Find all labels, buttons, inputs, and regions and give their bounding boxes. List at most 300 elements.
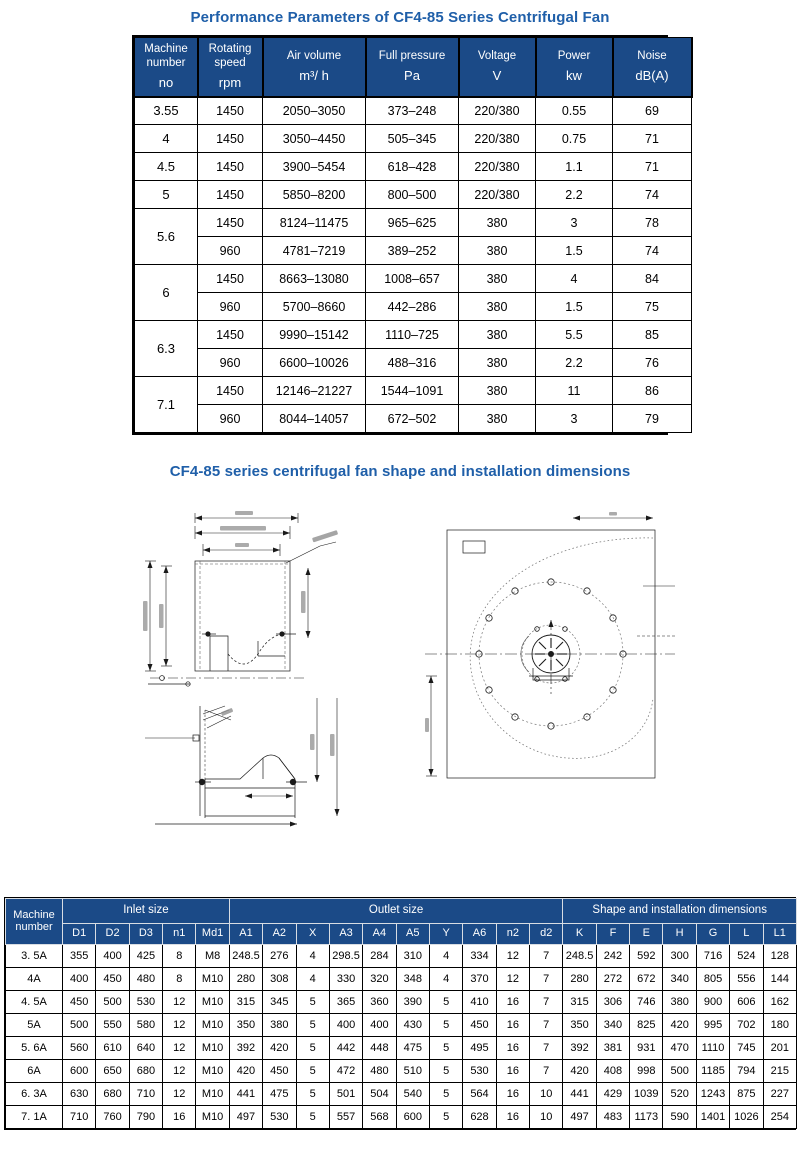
perf-rotating-speed: 1450	[198, 153, 263, 181]
dim-value: 4	[296, 944, 329, 967]
dim-machine-header-line1: Machine	[13, 908, 55, 921]
dim-value: 420	[563, 1059, 596, 1082]
dim-value: 390	[396, 990, 429, 1013]
perf-power: 0.75	[536, 125, 613, 153]
dim-value: 524	[730, 944, 763, 967]
perf-col-name: Rotating speed	[208, 43, 252, 69]
dim-value: 334	[463, 944, 496, 967]
dim-value: 4	[296, 967, 329, 990]
inlet-face-drawing	[425, 508, 675, 808]
dim-value: 215	[763, 1059, 796, 1082]
dim-value: 16	[163, 1105, 196, 1128]
dim-value: 760	[96, 1105, 129, 1128]
dim-machine-number: 6. 3A	[6, 1082, 63, 1105]
dim-value: 12	[496, 944, 529, 967]
perf-rotating-speed: 960	[198, 349, 263, 377]
dimensions-table-head	[6, 899, 797, 945]
perf-full-pressure: 800–500	[366, 181, 459, 209]
performance-table-container	[132, 35, 668, 435]
dim-value: 284	[363, 944, 396, 967]
dim-value: 475	[263, 1082, 296, 1105]
perf-rotating-speed: 1450	[198, 265, 263, 293]
dim-value: 16	[496, 1013, 529, 1036]
dim-value: 308	[263, 967, 296, 990]
dim-value: 931	[630, 1036, 663, 1059]
dim-value: 340	[596, 1013, 629, 1036]
dim-value: 360	[363, 990, 396, 1013]
dim-value: 470	[663, 1036, 696, 1059]
perf-noise: 71	[613, 153, 692, 181]
performance-table-body	[135, 97, 692, 433]
dim-value: 710	[129, 1082, 162, 1105]
perf-col-unit: rpm	[218, 75, 242, 91]
dim-value: 162	[763, 990, 796, 1013]
base-plan-drawing	[145, 676, 360, 836]
dim-value: 12	[163, 1082, 196, 1105]
inlet-face-view	[425, 508, 675, 808]
perf-voltage: 220/380	[459, 97, 536, 125]
perf-col-header-2	[263, 38, 366, 97]
perf-rotating-speed: 1450	[198, 377, 263, 405]
dimensions-table-container	[4, 897, 796, 1130]
perf-col-unit: dB(A)	[635, 68, 669, 84]
dim-machine-number: 6A	[6, 1059, 63, 1082]
dim-value: 348	[396, 967, 429, 990]
dim-value: 500	[96, 990, 129, 1013]
dim-value: 380	[263, 1013, 296, 1036]
perf-machine-number: 4	[135, 125, 198, 153]
dim-value: 420	[663, 1013, 696, 1036]
perf-air-volume: 3900–5454	[263, 153, 366, 181]
dim-value: 480	[129, 967, 162, 990]
dim-col-header-X: X	[296, 924, 329, 945]
dim-value: 392	[563, 1036, 596, 1059]
dim-value: 227	[763, 1082, 796, 1105]
performance-row	[135, 97, 692, 125]
perf-full-pressure: 672–502	[366, 405, 459, 433]
dim-value: M10	[196, 1082, 229, 1105]
dim-value: 680	[129, 1059, 162, 1082]
dim-value: 248.5	[563, 944, 596, 967]
dim-value: 16	[496, 1059, 529, 1082]
dim-value: 600	[63, 1059, 96, 1082]
dim-value: 1401	[696, 1105, 729, 1128]
dim-value: 7	[530, 944, 563, 967]
dim-value: 1110	[696, 1036, 729, 1059]
dim-value: 5	[296, 1036, 329, 1059]
performance-row	[135, 209, 692, 237]
dimensions-column-header-row	[6, 924, 797, 945]
dim-value: 7	[530, 990, 563, 1013]
dim-group-header-1: Outlet size	[229, 899, 563, 924]
perf-full-pressure: 442–286	[366, 293, 459, 321]
dim-value: 592	[630, 944, 663, 967]
dimensions-row	[6, 1082, 797, 1105]
dim-value: 497	[563, 1105, 596, 1128]
perf-rotating-speed: 1450	[198, 209, 263, 237]
dim-value: 355	[63, 944, 96, 967]
perf-rotating-speed: 960	[198, 237, 263, 265]
dim-value: 430	[396, 1013, 429, 1036]
dimensions-table-border	[4, 897, 796, 1130]
perf-power: 0.55	[536, 97, 613, 125]
perf-machine-number: 5	[135, 181, 198, 209]
dim-col-header-A2: A2	[263, 924, 296, 945]
dim-value: 590	[663, 1105, 696, 1128]
dim-value: 254	[763, 1105, 796, 1128]
perf-rotating-speed: 1450	[198, 181, 263, 209]
dim-value: 825	[630, 1013, 663, 1036]
dim-value: 606	[730, 990, 763, 1013]
performance-row	[135, 265, 692, 293]
perf-noise: 75	[613, 293, 692, 321]
perf-noise: 78	[613, 209, 692, 237]
dim-value: 380	[663, 990, 696, 1013]
dim-value: 495	[463, 1036, 496, 1059]
perf-voltage: 380	[459, 237, 536, 265]
dim-value: 400	[96, 944, 129, 967]
perf-col-name: Power	[557, 49, 591, 62]
perf-noise: 76	[613, 349, 692, 377]
dim-value: 306	[596, 990, 629, 1013]
dim-value: 5	[429, 1013, 462, 1036]
dim-machine-number: 4. 5A	[6, 990, 63, 1013]
dim-value: 1243	[696, 1082, 729, 1105]
perf-noise: 79	[613, 405, 692, 433]
performance-row	[135, 125, 692, 153]
dim-value: 242	[596, 944, 629, 967]
perf-power: 1.5	[536, 237, 613, 265]
dim-value: 144	[763, 967, 796, 990]
dim-value: 450	[63, 990, 96, 1013]
dim-value: 790	[129, 1105, 162, 1128]
dim-col-header-A5: A5	[396, 924, 429, 945]
dim-value: M8	[196, 944, 229, 967]
perf-voltage: 380	[459, 377, 536, 405]
dim-value: 805	[696, 967, 729, 990]
dim-value: 441	[563, 1082, 596, 1105]
dim-value: 998	[630, 1059, 663, 1082]
dim-value: 400	[363, 1013, 396, 1036]
perf-noise: 71	[613, 125, 692, 153]
perf-machine-number: 6	[135, 265, 198, 321]
perf-rotating-speed: 960	[198, 405, 263, 433]
dimensions-row	[6, 1105, 797, 1128]
dim-value: 16	[496, 1105, 529, 1128]
dim-value: 483	[596, 1105, 629, 1128]
perf-air-volume: 8124–11475	[263, 209, 366, 237]
performance-header-row	[135, 38, 692, 97]
perf-power: 2.2	[536, 181, 613, 209]
technical-drawings-panel	[0, 488, 800, 833]
dim-value: 510	[396, 1059, 429, 1082]
dim-machine-number-header	[6, 899, 63, 945]
dim-col-header-A3: A3	[329, 924, 362, 945]
perf-full-pressure: 1110–725	[366, 321, 459, 349]
perf-air-volume: 8044–14057	[263, 405, 366, 433]
dim-value: 298.5	[329, 944, 362, 967]
dim-col-header-F: F	[596, 924, 629, 945]
perf-col-unit: no	[158, 75, 174, 91]
dim-value: M10	[196, 1059, 229, 1082]
dim-value: 560	[63, 1036, 96, 1059]
perf-full-pressure: 373–248	[366, 97, 459, 125]
dimensions-row	[6, 1036, 797, 1059]
performance-row	[135, 349, 692, 377]
perf-col-header-4	[459, 38, 536, 97]
dim-col-header-D2: D2	[96, 924, 129, 945]
dim-value: 381	[596, 1036, 629, 1059]
dim-value: 716	[696, 944, 729, 967]
performance-row	[135, 293, 692, 321]
perf-power: 3	[536, 405, 613, 433]
dim-col-header-H: H	[663, 924, 696, 945]
perf-col-name: Noise	[637, 49, 667, 62]
performance-row	[135, 377, 692, 405]
perf-noise: 85	[613, 321, 692, 349]
dim-value: 564	[463, 1082, 496, 1105]
dimensions-row	[6, 944, 797, 967]
dim-machine-number: 5A	[6, 1013, 63, 1036]
perf-air-volume: 2050–3050	[263, 97, 366, 125]
dim-value: 794	[730, 1059, 763, 1082]
dim-value: 8	[163, 944, 196, 967]
perf-full-pressure: 1008–657	[366, 265, 459, 293]
dim-value: 330	[329, 967, 362, 990]
dim-value: 12	[163, 1059, 196, 1082]
dim-value: 530	[263, 1105, 296, 1128]
dim-col-header-D1: D1	[63, 924, 96, 945]
perf-power: 11	[536, 377, 613, 405]
dim-value: 1039	[630, 1082, 663, 1105]
dim-value: 900	[696, 990, 729, 1013]
dim-value: 630	[63, 1082, 96, 1105]
dim-col-header-A6: A6	[463, 924, 496, 945]
dim-value: 746	[630, 990, 663, 1013]
dim-value: 520	[663, 1082, 696, 1105]
dim-value: 472	[329, 1059, 362, 1082]
perf-air-volume: 9990–15142	[263, 321, 366, 349]
dim-machine-number: 3. 5A	[6, 944, 63, 967]
dim-value: 350	[229, 1013, 262, 1036]
dim-machine-number: 4A	[6, 967, 63, 990]
dim-value: M10	[196, 990, 229, 1013]
dim-value: 530	[129, 990, 162, 1013]
perf-noise: 86	[613, 377, 692, 405]
perf-col-name: Full pressure	[378, 49, 446, 62]
dim-value: 4	[429, 967, 462, 990]
dim-value: 5	[296, 1105, 329, 1128]
dim-machine-header-line2: number	[15, 921, 53, 934]
performance-table-head	[135, 38, 692, 97]
dim-value: 702	[730, 1013, 763, 1036]
perf-col-name: Air volume	[286, 49, 342, 62]
dim-col-header-Md1: Md1	[196, 924, 229, 945]
dim-value: 672	[630, 967, 663, 990]
perf-air-volume: 8663–13080	[263, 265, 366, 293]
perf-rotating-speed: 1450	[198, 97, 263, 125]
dim-col-header-E: E	[630, 924, 663, 945]
dim-value: 450	[263, 1059, 296, 1082]
dim-value: 410	[463, 990, 496, 1013]
perf-voltage: 220/380	[459, 125, 536, 153]
dimensions-group-header-row	[6, 899, 797, 924]
perf-col-name: Voltage	[477, 49, 517, 62]
dimensions-row	[6, 1013, 797, 1036]
dim-value: 370	[463, 967, 496, 990]
perf-voltage: 220/380	[459, 153, 536, 181]
dim-col-header-G: G	[696, 924, 729, 945]
perf-rotating-speed: 1450	[198, 125, 263, 153]
dim-value: 425	[129, 944, 162, 967]
dim-value: 540	[396, 1082, 429, 1105]
dim-value: 450	[96, 967, 129, 990]
dim-value: 448	[363, 1036, 396, 1059]
dim-value: 580	[129, 1013, 162, 1036]
dim-value: 5	[296, 1082, 329, 1105]
performance-row	[135, 153, 692, 181]
dim-value: 5	[296, 1059, 329, 1082]
dim-col-header-A4: A4	[363, 924, 396, 945]
perf-col-unit: m³/ h	[299, 68, 329, 84]
perf-full-pressure: 389–252	[366, 237, 459, 265]
dim-value: 475	[396, 1036, 429, 1059]
dim-value: 557	[329, 1105, 362, 1128]
perf-full-pressure: 618–428	[366, 153, 459, 181]
dim-col-header-L1: L1	[763, 924, 796, 945]
dim-value: 610	[96, 1036, 129, 1059]
dim-value: 5	[429, 1059, 462, 1082]
dim-value: 320	[363, 967, 396, 990]
dim-value: 556	[730, 967, 763, 990]
performance-parameters-table	[134, 37, 692, 433]
dim-col-header-Y: Y	[429, 924, 462, 945]
dim-value: 628	[463, 1105, 496, 1128]
dim-value: 280	[563, 967, 596, 990]
dim-value: 408	[596, 1059, 629, 1082]
dim-value: 1185	[696, 1059, 729, 1082]
perf-power: 5.5	[536, 321, 613, 349]
dim-value: 16	[496, 1036, 529, 1059]
perf-col-unit: V	[492, 68, 502, 84]
dim-col-header-L: L	[730, 924, 763, 945]
perf-voltage: 220/380	[459, 181, 536, 209]
perf-air-volume: 6600–10026	[263, 349, 366, 377]
dim-value: 420	[229, 1059, 262, 1082]
perf-col-header-5	[536, 38, 613, 97]
base-plan-view	[145, 676, 360, 836]
perf-full-pressure: 1544–1091	[366, 377, 459, 405]
dim-value: 5	[429, 1036, 462, 1059]
dimensions-row	[6, 990, 797, 1013]
perf-machine-number: 7.1	[135, 377, 198, 433]
perf-col-header-1	[198, 38, 263, 97]
dim-value: 710	[63, 1105, 96, 1128]
dim-value: 680	[96, 1082, 129, 1105]
dim-value: 7	[530, 1059, 563, 1082]
perf-power: 4	[536, 265, 613, 293]
dim-value: 400	[329, 1013, 362, 1036]
dim-col-header-K: K	[563, 924, 596, 945]
dim-group-header-0: Inlet size	[63, 899, 230, 924]
dim-value: 201	[763, 1036, 796, 1059]
dim-value: 450	[463, 1013, 496, 1036]
perf-col-header-3	[366, 38, 459, 97]
perf-col-name: Machine number	[144, 43, 188, 69]
dim-value: 745	[730, 1036, 763, 1059]
perf-machine-number: 3.55	[135, 97, 198, 125]
perf-voltage: 380	[459, 209, 536, 237]
dim-value: 530	[463, 1059, 496, 1082]
dim-value: 12	[163, 1036, 196, 1059]
dim-value: M10	[196, 1105, 229, 1128]
dim-value: M10	[196, 1036, 229, 1059]
dim-value: 12	[163, 1013, 196, 1036]
perf-machine-number: 5.6	[135, 209, 198, 265]
perf-full-pressure: 965–625	[366, 209, 459, 237]
dim-value: 429	[596, 1082, 629, 1105]
perf-noise: 84	[613, 265, 692, 293]
dim-machine-number: 5. 6A	[6, 1036, 63, 1059]
dim-value: 8	[163, 967, 196, 990]
dim-value: 248.5	[229, 944, 262, 967]
dim-value: 10	[530, 1082, 563, 1105]
perf-power: 1.1	[536, 153, 613, 181]
dim-value: 501	[329, 1082, 362, 1105]
dim-value: 300	[663, 944, 696, 967]
dim-value: 500	[63, 1013, 96, 1036]
dim-value: 500	[663, 1059, 696, 1082]
dim-value: 7	[530, 967, 563, 990]
dim-value: 315	[563, 990, 596, 1013]
dim-value: 600	[396, 1105, 429, 1128]
dim-value: 180	[763, 1013, 796, 1036]
perf-col-header-0	[135, 38, 198, 97]
performance-row	[135, 405, 692, 433]
dimensions-drawing-title: CF4-85 series centrifugal fan shape and installation dimensions	[169, 463, 631, 481]
dim-group-header-2: Shape and installation dimensions	[563, 899, 797, 924]
dim-value: 441	[229, 1082, 262, 1105]
perf-power: 1.5	[536, 293, 613, 321]
dim-value: 280	[229, 967, 262, 990]
dim-value: 480	[363, 1059, 396, 1082]
dim-value: 315	[229, 990, 262, 1013]
dim-col-header-n2: n2	[496, 924, 529, 945]
perf-col-header-6	[613, 38, 692, 97]
perf-noise: 74	[613, 237, 692, 265]
perf-voltage: 380	[459, 321, 536, 349]
perf-air-volume: 12146–21227	[263, 377, 366, 405]
dim-machine-number: 7. 1A	[6, 1105, 63, 1128]
perf-air-volume: 5700–8660	[263, 293, 366, 321]
dim-value: 340	[663, 967, 696, 990]
performance-table-border	[132, 35, 668, 435]
dim-col-header-n1: n1	[163, 924, 196, 945]
perf-air-volume: 5850–8200	[263, 181, 366, 209]
dim-value: 1173	[630, 1105, 663, 1128]
dim-value: 276	[263, 944, 296, 967]
dim-value: 5	[429, 990, 462, 1013]
dim-value: 5	[296, 1013, 329, 1036]
dim-value: 650	[96, 1059, 129, 1082]
dim-value: 4	[429, 944, 462, 967]
perf-air-volume: 4781–7219	[263, 237, 366, 265]
dim-value: 7	[530, 1036, 563, 1059]
dim-value: 310	[396, 944, 429, 967]
performance-row	[135, 237, 692, 265]
dim-value: 497	[229, 1105, 262, 1128]
dim-value: 400	[63, 967, 96, 990]
